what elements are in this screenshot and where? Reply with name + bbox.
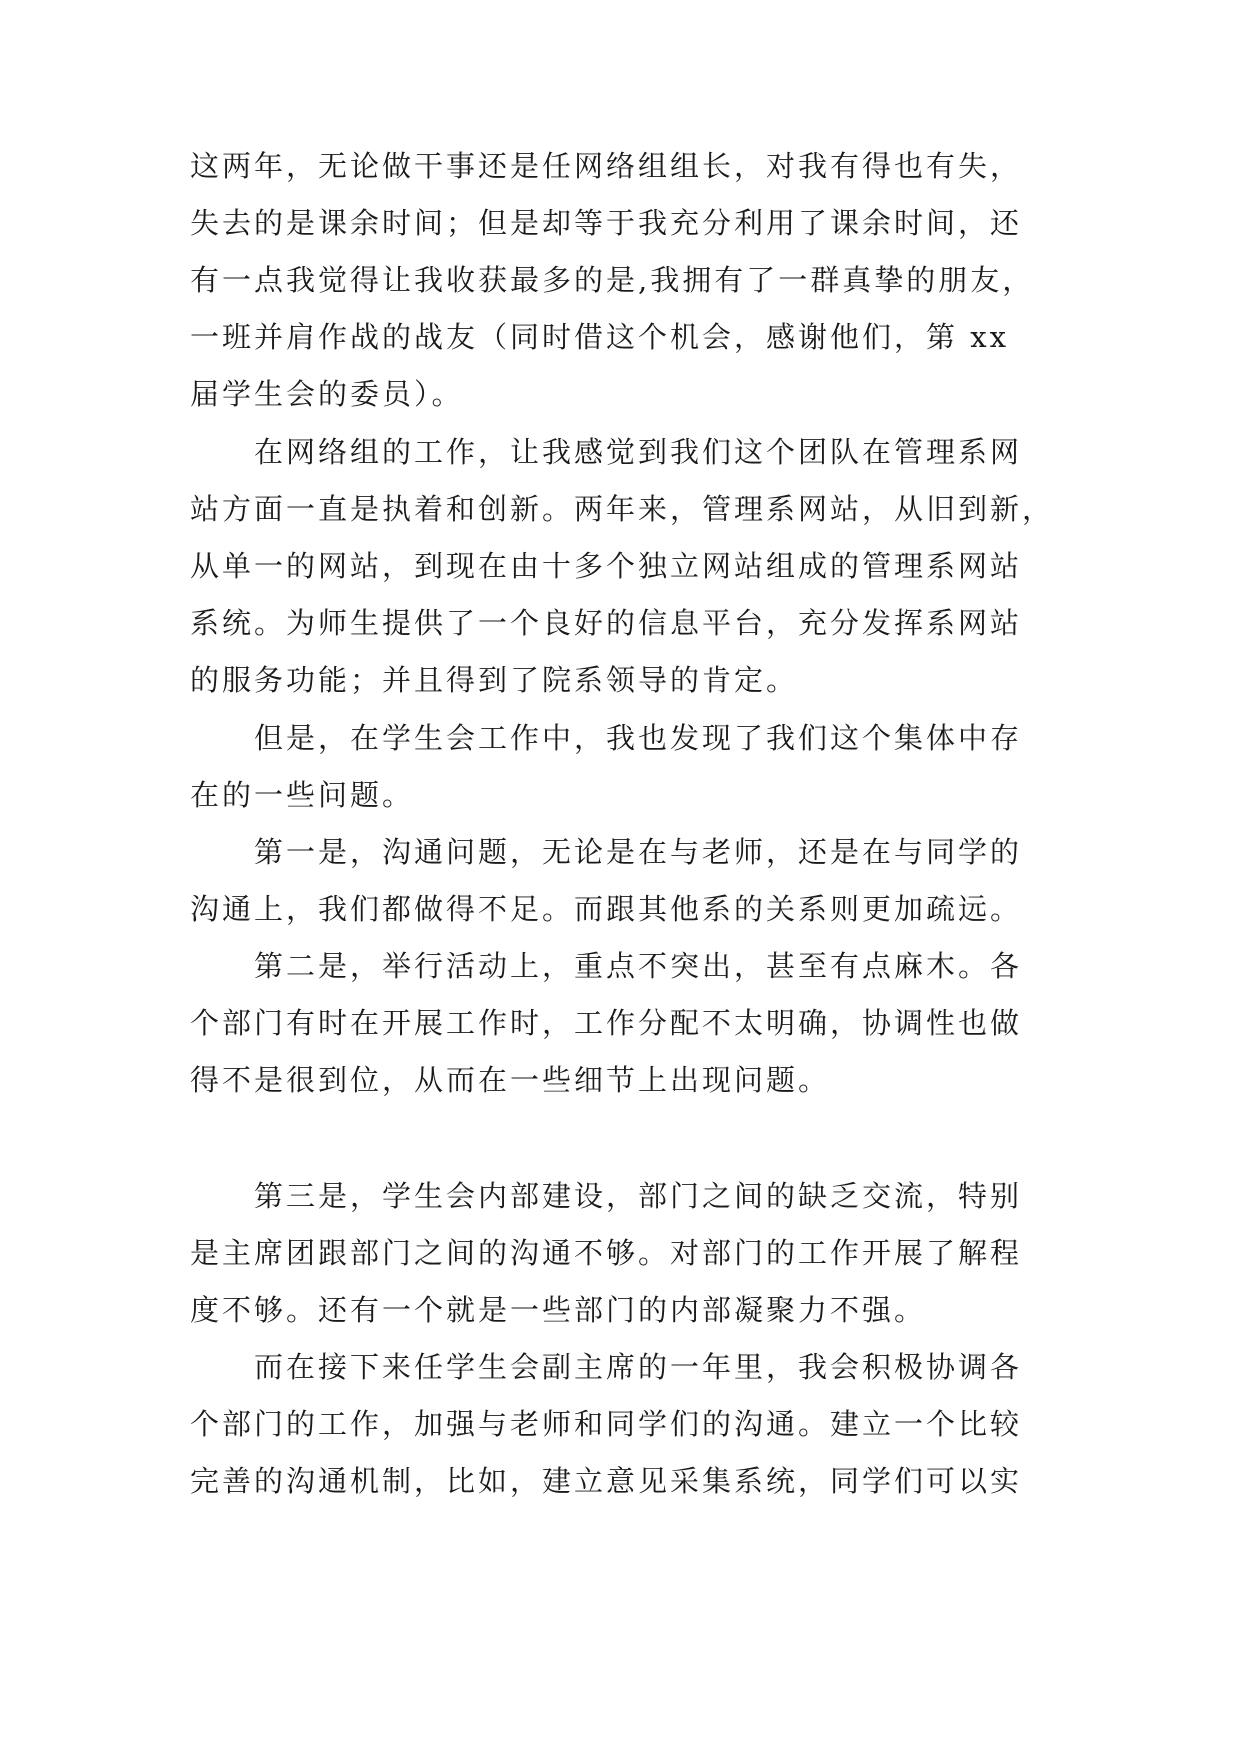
paragraph-4-line-2: 沟通上，我们都做得不足。而跟其他系的关系则更加疏远。 (190, 892, 1023, 926)
paragraph-7-line-1: 而在接下来任学生会副主席的一年里，我会积极协调各 (254, 1350, 1023, 1384)
paragraph-6-line-3: 度不够。还有一个就是一些部门的内部凝聚力不强。 (190, 1293, 927, 1327)
paragraph-5-line-3: 得不是很到位，从而在一些细节上出现问题。 (190, 1063, 831, 1097)
paragraph-2-line-5: 的服务功能；并且得到了院系领导的肯定。 (190, 663, 799, 697)
paragraph-7-line-3: 完善的沟通机制，比如，建立意见采集系统，同学们可以实 (190, 1464, 1023, 1498)
paragraph-1-line-2: 失去的是课余时间；但是却等于我充分利用了课余时间，还 (190, 206, 1023, 240)
paragraph-3-line-1: 但是，在学生会工作中，我也发现了我们这个集体中存 (254, 721, 1023, 755)
paragraph-2-line-1: 在网络组的工作，让我感觉到我们这个团队在管理系网 (254, 435, 1023, 469)
paragraph-7-line-2: 个部门的工作，加强与老师和同学们的沟通。建立一个比较 (190, 1407, 1023, 1441)
paragraph-6-line-1: 第三是，学生会内部建设，部门之间的缺乏交流，特别 (254, 1179, 1023, 1213)
paragraph-1-line-4: 一班并肩作战的战友（同时借这个机会，感谢他们，第 xx (190, 320, 1009, 354)
paragraph-2-line-2: 站方面一直是执着和创新。两年来，管理系网站，从旧到新， (190, 492, 1055, 526)
paragraph-5-line-1: 第二是，举行活动上，重点不突出，甚至有点麻木。各 (254, 949, 1023, 983)
paragraph-2-line-4: 系统。为师生提供了一个良好的信息平台，充分发挥系网站 (190, 606, 1023, 640)
paragraph-6-line-2: 是主席团跟部门之间的沟通不够。对部门的工作开展了解程 (190, 1236, 1023, 1270)
paragraph-3-line-2: 在的一些问题。 (190, 778, 415, 812)
paragraph-1-line-5: 届学生会的委员）。 (190, 377, 464, 411)
paragraph-2-line-3: 从单一的网站，到现在由十多个独立网站组成的管理系网站 (190, 549, 1023, 583)
paragraph-4-line-1: 第一是，沟通问题，无论是在与老师，还是在与同学的 (254, 835, 1023, 869)
paragraph-1-line-3: 有一点我觉得让我收获最多的是,我拥有了一群真挚的朋友， (190, 263, 1035, 297)
paragraph-5-line-2: 个部门有时在开展工作时，工作分配不太明确，协调性也做 (190, 1006, 1023, 1040)
paragraph-1-line-1: 这两年，无论做干事还是任网络组组长，对我有得也有失， (190, 149, 1023, 183)
